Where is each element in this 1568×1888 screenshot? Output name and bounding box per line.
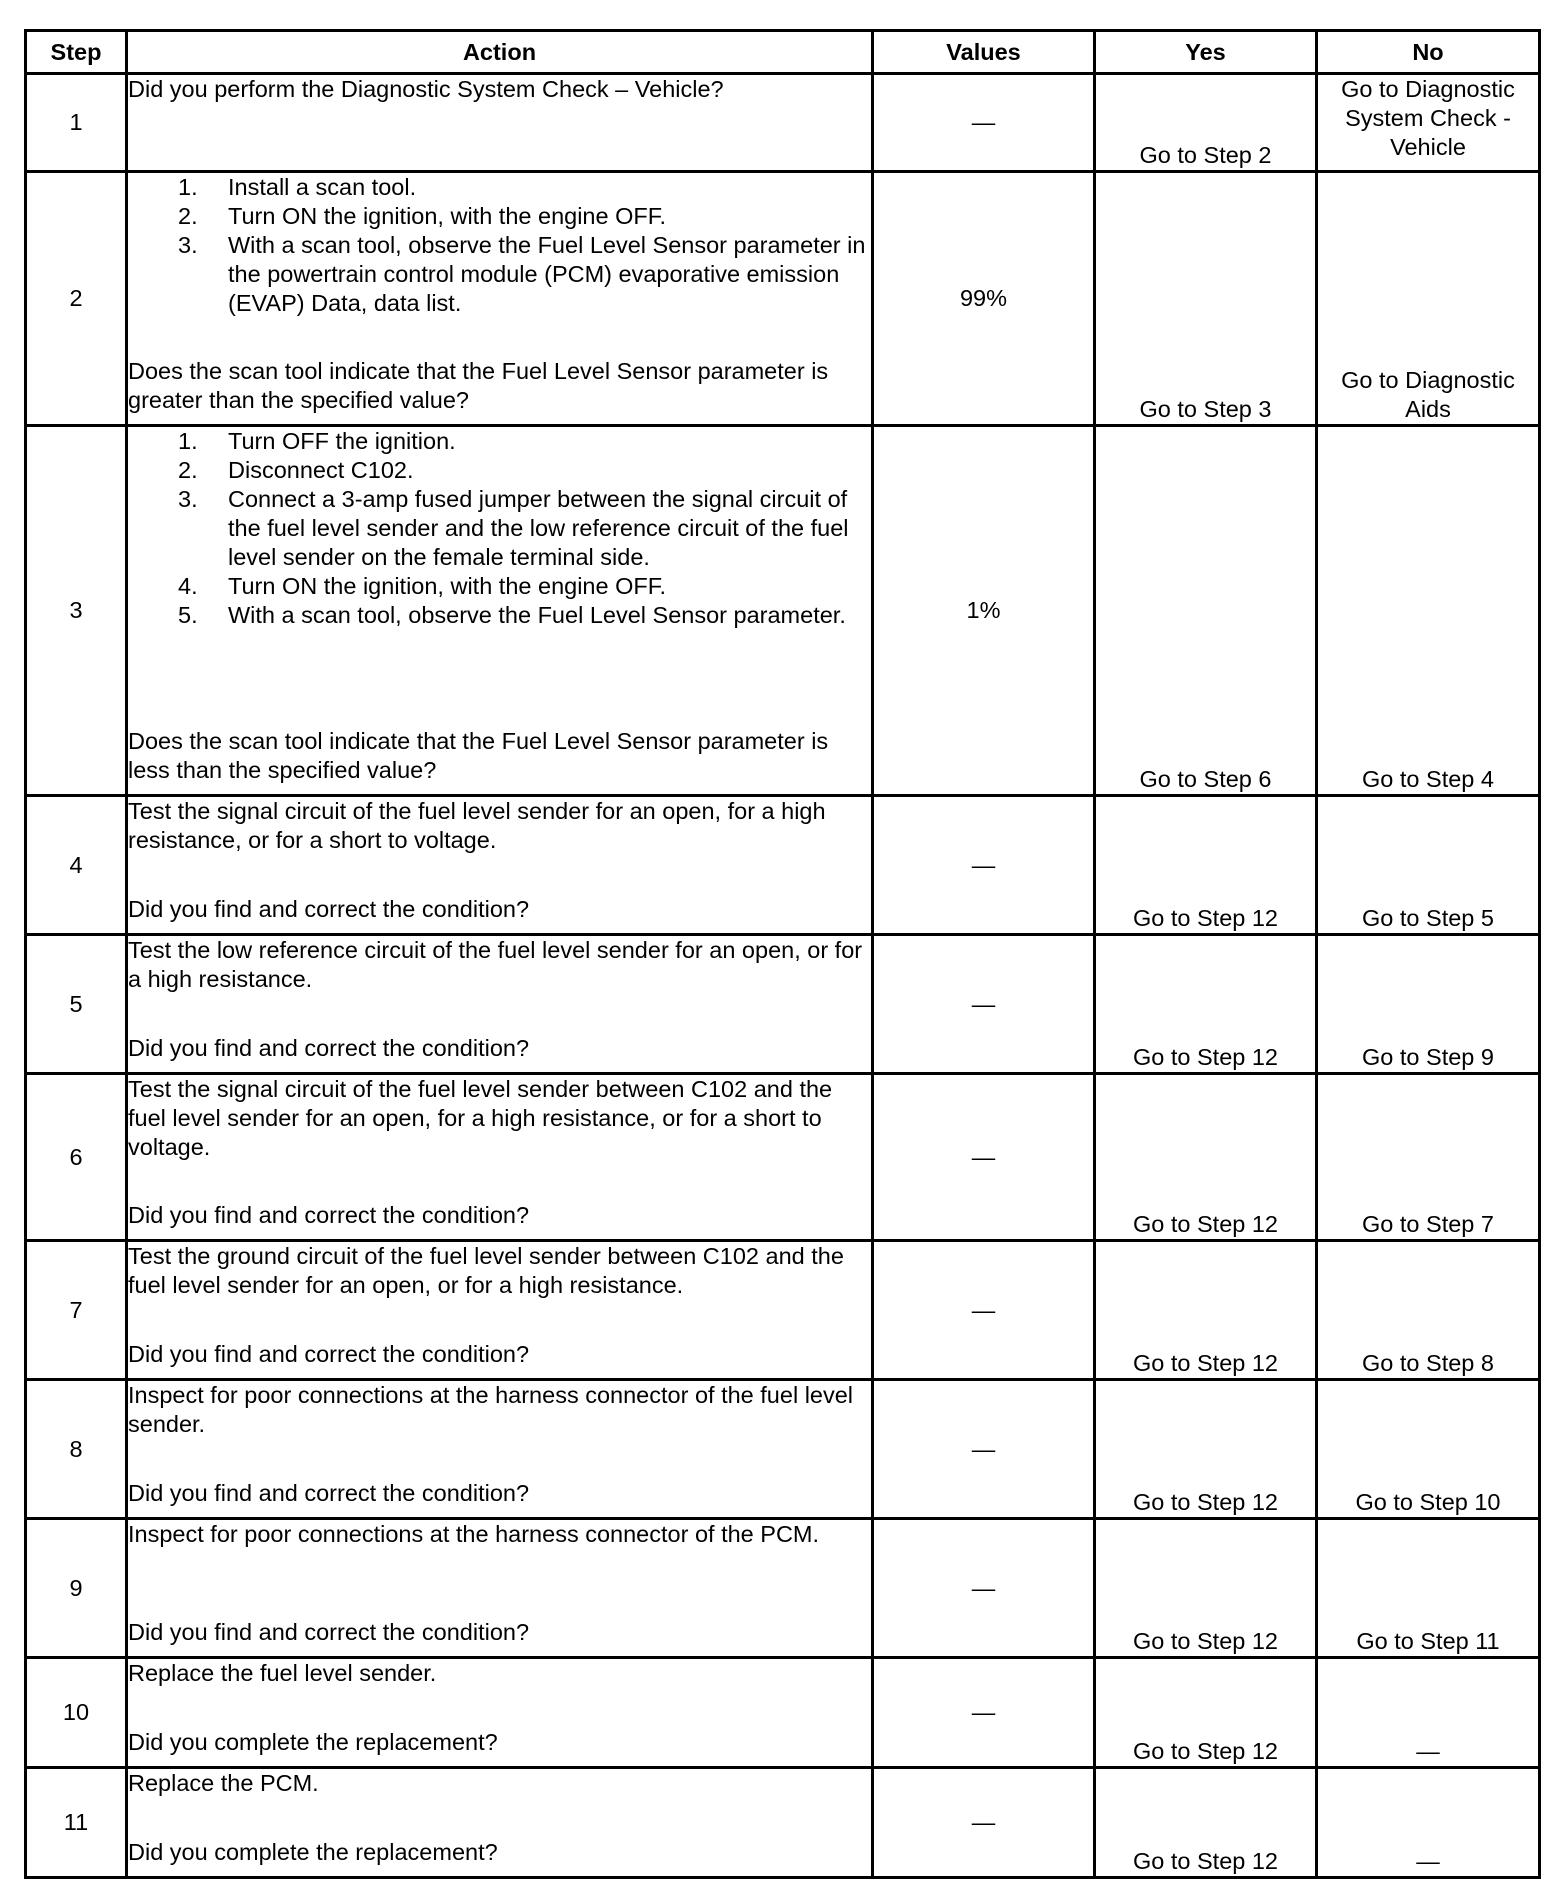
yes-cell: Go to Step 12 bbox=[1095, 1658, 1317, 1768]
action-question: Does the scan tool indicate that the Fuel Level Sensor parameter is greater than the specified value? bbox=[128, 358, 829, 413]
no-cell: — bbox=[1317, 1768, 1540, 1878]
procedure-list bbox=[178, 427, 871, 630]
procedure-item: Disconnect C102. bbox=[228, 457, 414, 483]
action-question: Did you find and correct the condition? bbox=[128, 1202, 530, 1228]
table-row bbox=[26, 1658, 1540, 1768]
no-cell: Go to Step 8 bbox=[1317, 1241, 1540, 1380]
step-number: 3 bbox=[26, 426, 127, 796]
no-cell: Go to Step 5 bbox=[1317, 796, 1540, 935]
action-question: Did you find and correct the condition? bbox=[128, 1035, 530, 1061]
action-text: Test the signal circuit of the fuel level sender between C102 and the fuel level sender for an open, for a high resistance, or for a short to voltage. bbox=[128, 1076, 833, 1160]
no-cell: Go to Step 9 bbox=[1317, 935, 1540, 1074]
value-cell: — bbox=[873, 1519, 1095, 1658]
step-number: 6 bbox=[26, 1074, 127, 1241]
step-number: 11 bbox=[26, 1768, 127, 1878]
header-row bbox=[26, 31, 1540, 74]
yes-cell: Go to Step 2 bbox=[1095, 74, 1317, 172]
table-row bbox=[26, 796, 1540, 935]
step-number: 5 bbox=[26, 935, 127, 1074]
step-number: 10 bbox=[26, 1658, 127, 1768]
no-cell: Go to Step 11 bbox=[1317, 1519, 1540, 1658]
action-cell bbox=[127, 935, 873, 1074]
action-cell bbox=[127, 74, 873, 172]
table-row bbox=[26, 935, 1540, 1074]
table-row bbox=[26, 172, 1540, 426]
value-cell: — bbox=[873, 1768, 1095, 1878]
yes-cell: Go to Step 12 bbox=[1095, 1519, 1317, 1658]
action-text: Inspect for poor connections at the harness connector of the PCM. bbox=[128, 1521, 820, 1547]
value-cell: — bbox=[873, 1658, 1095, 1768]
step-number: 9 bbox=[26, 1519, 127, 1658]
action-text: Replace the fuel level sender. bbox=[128, 1660, 437, 1686]
no-cell: Go to Step 4 bbox=[1317, 426, 1540, 796]
action-question: Did you complete the replacement? bbox=[128, 1839, 498, 1865]
procedure-item: Turn ON the ignition, with the engine OFF. bbox=[228, 573, 667, 599]
table-row bbox=[26, 426, 1540, 796]
procedure-list bbox=[178, 173, 871, 318]
table-row bbox=[26, 1768, 1540, 1878]
value-cell: 99% bbox=[873, 172, 1095, 426]
yes-cell: Go to Step 12 bbox=[1095, 935, 1317, 1074]
yes-cell: Go to Step 12 bbox=[1095, 1768, 1317, 1878]
no-cell: Go to Step 10 bbox=[1317, 1380, 1540, 1519]
procedure-item: With a scan tool, observe the Fuel Level Sensor parameter. bbox=[228, 602, 846, 628]
action-text: Did you perform the Diagnostic System Check – Vehicle? bbox=[128, 76, 724, 102]
table-row bbox=[26, 1241, 1540, 1380]
header-step: Step bbox=[26, 31, 127, 74]
action-cell bbox=[127, 1519, 873, 1658]
action-cell bbox=[127, 1658, 873, 1768]
action-text: Test the signal circuit of the fuel level sender for an open, for a high resistance, or for a short to voltage. bbox=[128, 798, 826, 853]
action-question: Did you find and correct the condition? bbox=[128, 1619, 530, 1645]
header-values: Values bbox=[873, 31, 1095, 74]
action-cell bbox=[127, 1241, 873, 1380]
step-number: 8 bbox=[26, 1380, 127, 1519]
action-text: Replace the PCM. bbox=[128, 1770, 319, 1796]
action-text: Test the low reference circuit of the fuel level sender for an open, or for a high resistance. bbox=[128, 937, 863, 992]
table-row bbox=[26, 1519, 1540, 1658]
no-cell: Go to Diagnostic Aids bbox=[1317, 172, 1540, 426]
action-question: Does the scan tool indicate that the Fuel Level Sensor parameter is less than the specified value? bbox=[128, 728, 829, 783]
action-cell bbox=[127, 172, 873, 426]
value-cell: — bbox=[873, 935, 1095, 1074]
value-cell: — bbox=[873, 1380, 1095, 1519]
no-cell: — bbox=[1317, 1658, 1540, 1768]
value-cell: 1% bbox=[873, 426, 1095, 796]
step-number: 2 bbox=[26, 172, 127, 426]
yes-cell: Go to Step 12 bbox=[1095, 1241, 1317, 1380]
header-yes: Yes bbox=[1095, 31, 1317, 74]
yes-cell: Go to Step 3 bbox=[1095, 172, 1317, 426]
table-row bbox=[26, 1074, 1540, 1241]
action-text: Test the ground circuit of the fuel level sender between C102 and the fuel level sender for an open, or for a high resistance. bbox=[128, 1243, 844, 1298]
value-cell: — bbox=[873, 1241, 1095, 1380]
value-cell: — bbox=[873, 1074, 1095, 1241]
action-cell bbox=[127, 1074, 873, 1241]
procedure-item: Install a scan tool. bbox=[228, 174, 417, 200]
procedure-item: Connect a 3-amp fused jumper between the signal circuit of the fuel level sender and the low reference circuit of the fuel level sender on the female terminal side. bbox=[228, 486, 849, 570]
yes-cell: Go to Step 12 bbox=[1095, 1380, 1317, 1519]
header-action: Action bbox=[127, 31, 873, 74]
step-number: 1 bbox=[26, 74, 127, 172]
header-no: No bbox=[1317, 31, 1540, 74]
value-cell: — bbox=[873, 74, 1095, 172]
action-question: Did you find and correct the condition? bbox=[128, 1480, 530, 1506]
procedure-item: Turn OFF the ignition. bbox=[228, 428, 456, 454]
step-number: 4 bbox=[26, 796, 127, 935]
yes-cell: Go to Step 6 bbox=[1095, 426, 1317, 796]
no-cell: Go to Step 7 bbox=[1317, 1074, 1540, 1241]
action-cell bbox=[127, 426, 873, 796]
no-cell: Go to Diagnostic System Check - Vehicle bbox=[1317, 74, 1540, 172]
action-question: Did you find and correct the condition? bbox=[128, 896, 530, 922]
action-cell bbox=[127, 796, 873, 935]
action-cell bbox=[127, 1380, 873, 1519]
yes-cell: Go to Step 12 bbox=[1095, 1074, 1317, 1241]
diagnostic-table bbox=[24, 29, 1541, 1879]
action-question: Did you find and correct the condition? bbox=[128, 1341, 530, 1367]
step-number: 7 bbox=[26, 1241, 127, 1380]
procedure-item: Turn ON the ignition, with the engine OFF. bbox=[228, 203, 667, 229]
action-text: Inspect for poor connections at the harness connector of the fuel level sender. bbox=[128, 1382, 854, 1437]
procedure-item: With a scan tool, observe the Fuel Level Sensor parameter in the powertrain control module (PCM) evaporative emission (EVAP) Data, data list. bbox=[228, 232, 866, 316]
value-cell: — bbox=[873, 796, 1095, 935]
table-row bbox=[26, 74, 1540, 172]
table-row bbox=[26, 1380, 1540, 1519]
action-cell bbox=[127, 1768, 873, 1878]
yes-cell: Go to Step 12 bbox=[1095, 796, 1317, 935]
action-question: Did you complete the replacement? bbox=[128, 1729, 498, 1755]
